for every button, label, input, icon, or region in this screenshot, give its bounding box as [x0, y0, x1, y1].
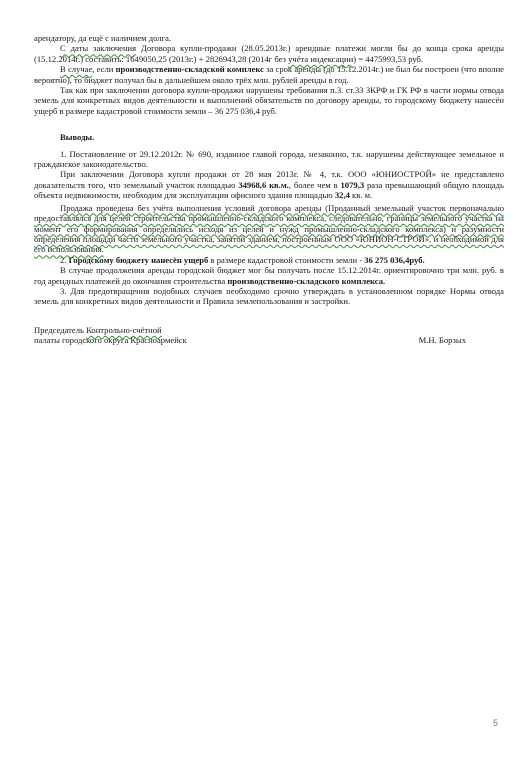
page-number: 5 — [492, 718, 498, 728]
text-flagged: Продажа проведена без учёта выполнения условий договора аренды (Проданный земельный участок первоначально предоставлялся для целей строительства промышленно-складского комплекса, следовательно, границы земельного участка на момент его формирования определялись исходя из целей и нужд промышленно-складского комплекса) и разумности определения площади части земельного участка, занятой зданием, построенным ООО «ЮНИОН-СТРОЙ», и необходимой для его использования. — [34, 202, 504, 255]
text: 3. Для предотвращения подобных случаев необходимо срочно утверждать в установленном порядке Нормы отвода земель для конкретных видов деятельности и Правила землепользования и застройки. — [34, 285, 504, 307]
text: в размере кадастровой стоимости земли - — [208, 254, 365, 265]
paragraph-debt-continuation — [34, 33, 504, 43]
text-flagged: Контрольно-счётной — [86, 324, 162, 335]
conclusion-1-contract — [34, 169, 504, 200]
conclusions-heading: Выводы. — [60, 132, 95, 143]
signature-position: палаты городского округа Красноармейск — [34, 335, 187, 346]
paragraph-construction-case — [34, 64, 504, 85]
text: кв. м. — [349, 190, 373, 201]
signature-name: М.Н. Борзых — [418, 335, 466, 346]
conclusion-3 — [34, 286, 504, 307]
conclusion-1 — [34, 149, 504, 170]
signature-block — [34, 325, 504, 346]
text-bold: Городскому бюджету нанесён ущерб — [68, 254, 209, 265]
text-bold: производственно-складского комплекса. — [227, 275, 386, 286]
text-bold: производственно-складской комплекс — [115, 64, 264, 75]
paragraph-violation-damage — [34, 85, 504, 116]
signature-line-1 — [34, 325, 504, 335]
text: раза превышающий общую площадь объекта недвижимости, необходим для эксплуатации офисного здания площадью — [34, 179, 504, 201]
conclusion-2-rent — [34, 265, 504, 286]
text: В случае продолжения аренды городской бюджет мог бы получать после 15.12.2014г. ориентировочно три млн. руб. в год арендных платежей до окончания строительства — [34, 265, 504, 286]
signature-line-2 — [34, 335, 504, 345]
text: за срок аренды (до 15.12.2014г.) не был бы построен (что вполне вероятно), то бюджет получал бы в дальнейшем около трёх млн. рублей аренды в год. — [34, 64, 504, 85]
text: При заключении Договора купли продажи от 28 мая 2013г. № 4, т.к. ООО «ЮНИОСТРОЙ» не представлено доказательств того, что земельный участок площадью — [34, 169, 504, 190]
text-bold: 36 275 036,4руб. — [364, 254, 425, 265]
text-bold: 1079,3 — [340, 179, 365, 190]
text-flagged: учёта индексации — [288, 53, 354, 64]
text: 2. — [60, 254, 69, 265]
text: , более чем в — [288, 179, 341, 190]
text-bold: 34968,6 кв.м. — [238, 179, 289, 190]
text: Договора купли-продажи (28.05.2013г.) арендные платежи могли бы до конца срока аренды (15.12.2014г.) составить: 1649050,25 (2013г.) + 2826943,28 (2014г без — [34, 43, 504, 64]
text: Так как при заключении договора купли-продажи нарушены требования п.3. ст.33 ЗКРФ и ГК РФ в части нормы отвода земель для конкретных видов деятельности и выполнений обязательств по договору аренды, то городскому бюджету нанесён ущерб в размере кадастровой стоимости земли – 36 275 036,4 руб. — [34, 85, 504, 116]
document-body — [34, 33, 504, 346]
text-bold: 32,4 — [334, 190, 350, 201]
text-flagged: С даты заключения — [60, 43, 137, 54]
text: , если — [92, 64, 116, 75]
paragraph-rent-calculation — [34, 43, 504, 64]
text: 1. Постановление от 29.12.2012г. № 690, изданное главой города, незаконно, т.к. нарушены действующее земельное и гражданское законодательство. — [34, 148, 504, 170]
text: арендатору, да ещё с наличием долга. — [34, 33, 172, 43]
text: ) = 4475993,53 руб. — [353, 53, 424, 64]
conclusion-2 — [34, 255, 504, 265]
text: Председатель — [34, 324, 87, 335]
text-flagged: В случае — [60, 64, 93, 75]
conclusion-1-sale — [34, 203, 504, 255]
